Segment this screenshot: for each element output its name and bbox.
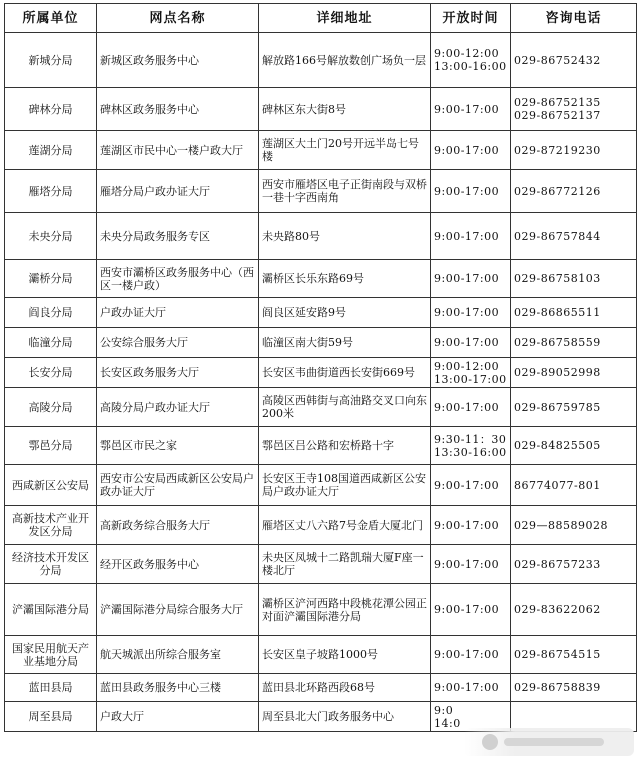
cell-phone (511, 358, 637, 388)
cell-unit: 碑林分局 (5, 88, 97, 131)
cell-address: 未央路80号 (259, 213, 431, 260)
phone-line: 029-86752135 (514, 96, 601, 109)
hours-line: 9:00-17:00 (434, 184, 500, 198)
header-name: 网点名称 (97, 4, 259, 33)
cell-address: 长安区韦曲街道西长安街669号 (259, 358, 431, 388)
table-row (5, 33, 637, 88)
cell-address: 长安区王寺108国道西咸新区公安局户政办证大厅 (259, 465, 431, 506)
phone-line: 029-86757233 (514, 557, 601, 571)
phone-line: 029-86865511 (514, 306, 601, 319)
phone-line: 86774077-801 (514, 478, 601, 492)
phone-line: 029-86757844 (514, 229, 601, 243)
cell-phone (511, 213, 637, 260)
cell-name: 西安市公安局西咸新区公安局户政办证大厅 (97, 465, 259, 506)
table-wrapper (4, 3, 636, 732)
table-row (5, 298, 637, 328)
hours-line: 9:00-17:00 (434, 603, 500, 616)
phone-line: 029-83622062 (514, 603, 601, 616)
cell-address: 雁塔区丈八六路7号金盾大厦北门 (259, 506, 431, 545)
table-row (5, 131, 637, 170)
hours-line: 9:00-17:00 (434, 143, 500, 157)
hours-line: 9:00-17:00 (434, 681, 500, 694)
cell-hours (431, 545, 511, 584)
table-row (5, 388, 637, 427)
cell-hours (431, 88, 511, 131)
cell-unit: 浐灞国际港分局 (5, 584, 97, 636)
cell-hours (431, 170, 511, 213)
cell-hours (431, 465, 511, 506)
cell-hours (431, 702, 511, 732)
hours-line: 13:30-16:00 (434, 445, 507, 459)
cell-phone (511, 298, 637, 328)
cell-hours (431, 213, 511, 260)
cell-unit: 莲湖分局 (5, 131, 97, 170)
cell-hours (431, 328, 511, 358)
cell-unit: 灞桥分局 (5, 260, 97, 298)
header-phone: 咨询电话 (511, 4, 637, 33)
cell-unit: 阎良分局 (5, 298, 97, 328)
cell-hours (431, 388, 511, 427)
cell-phone (511, 702, 637, 732)
cell-address: 灞桥区长乐东路69号 (259, 260, 431, 298)
hours-line: 9:00-12:00 (434, 359, 500, 373)
cell-address: 未央区凤城十二路凯瑞大厦F座一楼北厅 (259, 545, 431, 584)
cell-name: 长安区政务服务大厅 (97, 358, 259, 388)
cell-name: 碑林区政务服务中心 (97, 88, 259, 131)
watermark-overlay (464, 728, 634, 756)
cell-address: 莲湖区大土门20号开远半岛七号楼 (259, 131, 431, 170)
cell-hours (431, 33, 511, 88)
cell-address: 高陵区西韩街与高油路交叉口向东200米 (259, 388, 431, 427)
cell-address: 碑林区东大街8号 (259, 88, 431, 131)
cell-phone (511, 388, 637, 427)
watermark-text-blur (504, 738, 604, 746)
cell-name: 经开区政务服务中心 (97, 545, 259, 584)
table-row (5, 358, 637, 388)
hours-line: 13:00-16:00 (434, 60, 507, 73)
cell-phone (511, 88, 637, 131)
header-address: 详细地址 (259, 4, 431, 33)
cell-name: 新城区政务服务中心 (97, 33, 259, 88)
cell-unit: 高陵分局 (5, 388, 97, 427)
phone-line: 029-86754515 (514, 648, 601, 661)
cell-hours (431, 636, 511, 674)
hours-line: 9:00-17:00 (434, 306, 500, 319)
cell-name: 雁塔分局户政办证大厅 (97, 170, 259, 213)
cell-name: 浐灞国际港分局综合服务大厅 (97, 584, 259, 636)
cell-address: 鄠邑区吕公路和宏桥路十字 (259, 427, 431, 465)
cell-unit: 雁塔分局 (5, 170, 97, 213)
header-unit: 所属单位 (5, 4, 97, 33)
cell-name: 未央分局政务服务专区 (97, 213, 259, 260)
cell-phone (511, 33, 637, 88)
table-row (5, 636, 637, 674)
cell-name: 蓝田县政务服务中心三楼 (97, 674, 259, 702)
cell-name: 户政大厅 (97, 702, 259, 732)
cell-unit: 经济技术开发区分局 (5, 545, 97, 584)
cell-unit: 鄠邑分局 (5, 427, 97, 465)
hours-line: 14:0 (434, 716, 461, 730)
phone-line: 029-86772126 (514, 184, 601, 198)
cell-address: 周至县北大门政务服务中心 (259, 702, 431, 732)
watermark-logo-icon (482, 734, 498, 750)
table-row (5, 465, 637, 506)
cell-address: 长安区皇子坡路1000号 (259, 636, 431, 674)
cell-name: 航天城派出所综合服务室 (97, 636, 259, 674)
cell-hours (431, 260, 511, 298)
phone-line: 029-86758103 (514, 272, 601, 285)
phone-line: 029-86752137 (514, 109, 601, 122)
header-row (5, 4, 637, 33)
hours-line: 9:00-17:00 (434, 229, 500, 243)
table-row (5, 170, 637, 213)
cell-name: 户政办证大厅 (97, 298, 259, 328)
cell-name: 高新政务综合服务大厅 (97, 506, 259, 545)
cell-address: 蓝田县北环路西段68号 (259, 674, 431, 702)
cell-address: 灞桥区浐河西路中段桃花潭公园正对面浐灞国际港分局 (259, 584, 431, 636)
cell-address: 解放路166号解放数创广场负一层 (259, 33, 431, 88)
header-hours: 开放时间 (431, 4, 511, 33)
cell-phone (511, 131, 637, 170)
cell-unit: 临潼分局 (5, 328, 97, 358)
phone-line: 029-87219230 (514, 143, 601, 157)
cell-unit: 未央分局 (5, 213, 97, 260)
cell-unit: 蓝田县局 (5, 674, 97, 702)
phone-line: 029—88589028 (514, 518, 608, 532)
cell-phone (511, 328, 637, 358)
cell-hours (431, 427, 511, 465)
cell-unit: 新城分局 (5, 33, 97, 88)
table-row (5, 702, 637, 732)
cell-phone (511, 170, 637, 213)
table-row (5, 260, 637, 298)
table-body (5, 33, 637, 732)
cell-phone (511, 545, 637, 584)
cell-hours (431, 358, 511, 388)
hours-line: 9:00-17:00 (434, 102, 500, 116)
cell-unit: 高新技术产业开发区分局 (5, 506, 97, 545)
phone-line: 029-86752432 (514, 53, 601, 67)
cell-unit: 国家民用航天产业基地分局 (5, 636, 97, 674)
hours-line: 13:00-17:00 (434, 372, 507, 386)
cell-name: 莲湖区市民中心一楼户政大厅 (97, 131, 259, 170)
cell-hours (431, 674, 511, 702)
phone-line: 029-86758559 (514, 336, 601, 349)
cell-phone (511, 674, 637, 702)
table-row (5, 328, 637, 358)
cell-hours (431, 584, 511, 636)
hours-line: 9:00-17:00 (434, 557, 500, 571)
table-row (5, 213, 637, 260)
cell-name: 公安综合服务大厅 (97, 328, 259, 358)
cell-phone (511, 584, 637, 636)
cell-name: 西安市灞桥区政务服务中心（西区一楼户政） (97, 260, 259, 298)
cell-unit: 西咸新区公安局 (5, 465, 97, 506)
cell-address: 阎良区延安路9号 (259, 298, 431, 328)
hours-line: 9:00-12:00 (434, 47, 500, 60)
cell-unit: 长安分局 (5, 358, 97, 388)
table-row (5, 88, 637, 131)
hours-line: 9:00-17:00 (434, 272, 500, 285)
phone-line: 029-89052998 (514, 366, 601, 379)
table-row (5, 427, 637, 465)
cell-name: 鄠邑区市民之家 (97, 427, 259, 465)
cell-phone (511, 465, 637, 506)
table-row (5, 506, 637, 545)
cell-name: 高陵分局户政办证大厅 (97, 388, 259, 427)
cell-hours (431, 298, 511, 328)
phone-line: 029-86759785 (514, 400, 601, 414)
table-row (5, 545, 637, 584)
hours-line: 9:00-17:00 (434, 518, 500, 532)
cell-phone (511, 636, 637, 674)
cell-hours (431, 506, 511, 545)
cell-unit: 周至县局 (5, 702, 97, 732)
cell-address: 西安市雁塔区电子正街南段与双桥一巷十字西南角 (259, 170, 431, 213)
cell-phone (511, 427, 637, 465)
hours-line: 9:0 (434, 703, 454, 717)
hours-line: 9:00-17:00 (434, 336, 500, 349)
hours-line: 9:00-17:00 (434, 400, 500, 414)
table-row (5, 584, 637, 636)
cell-phone (511, 506, 637, 545)
cell-hours (431, 131, 511, 170)
cell-address: 临潼区南大街59号 (259, 328, 431, 358)
phone-line: 029-86758839 (514, 681, 601, 694)
phone-line: 029-84825505 (514, 439, 601, 452)
hours-line: 9:30-11：30 (434, 432, 507, 446)
hours-line: 9:00-17:00 (434, 648, 500, 661)
service-points-table (4, 3, 637, 732)
cell-phone (511, 260, 637, 298)
table-row (5, 674, 637, 702)
hours-line: 9:00-17:00 (434, 478, 500, 492)
